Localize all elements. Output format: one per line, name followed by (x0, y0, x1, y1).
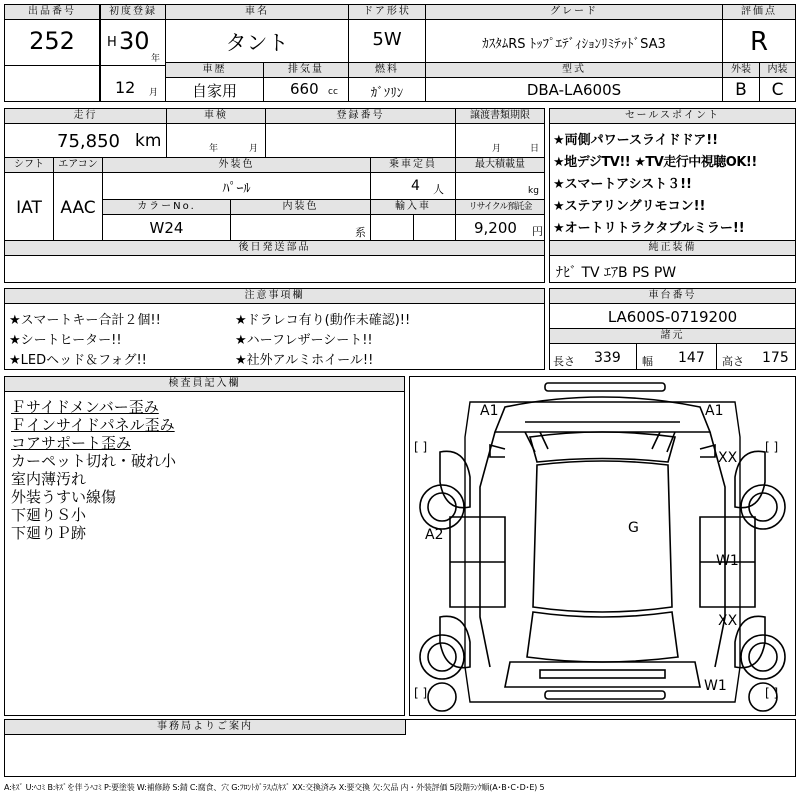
shift-label: シフト (5, 158, 53, 173)
recycle: 9,200 (474, 219, 517, 237)
mileage-unit: km (135, 131, 162, 151)
interior-color-unit: 系 (355, 226, 366, 239)
colorno-box (102, 199, 231, 241)
office-label: 事務局よりご案内 (5, 720, 406, 735)
interior-grade: C (771, 80, 784, 100)
sales-point: ★スマートアシスト３!! (553, 177, 692, 192)
office-box (4, 719, 796, 777)
registration-label: 初度登録 (101, 5, 165, 20)
sales-point: ★オートリトラクタブルミラー!! (553, 221, 745, 236)
sales-point: ★地デジTV!! ★TV走行中視聴OK!! (553, 155, 757, 170)
equipment-label: 純正装備 (550, 241, 795, 256)
door-type: 5W (372, 29, 402, 50)
inspector-box (4, 376, 405, 716)
fuel: ｶﾞｿﾘﾝ (370, 86, 404, 101)
door-box (348, 4, 426, 63)
notes-box (4, 288, 545, 370)
shift-box (4, 157, 54, 241)
interior-grade-box (759, 62, 796, 102)
chassis-box (549, 288, 796, 329)
displacement: 660 (290, 80, 319, 98)
history-label: 車歴 (166, 63, 263, 78)
color-box (102, 157, 371, 200)
year-unit: 年 (151, 54, 161, 64)
ac-label: エアコン (54, 158, 102, 173)
inspector-line: Ｆインサイドパネル歪み (11, 416, 175, 434)
colorno-label: カラーNo. (103, 200, 230, 215)
exterior-label: 外装 (723, 63, 759, 78)
inspector-line: 下廻りＳ小 (11, 506, 87, 524)
later-parts-box (4, 240, 545, 283)
dimensions-label: 諸元 (550, 329, 795, 344)
diagram-a1-right: A1 (705, 403, 724, 419)
length: 339 (594, 350, 621, 366)
regno-label: 登録番号 (266, 109, 455, 124)
era: H (107, 35, 117, 50)
note-item: ★ハーフレザーシート!! (235, 333, 373, 348)
diagram-w1-mid: W1 (716, 553, 739, 569)
inspection-label: 車検 (167, 109, 265, 124)
later-parts-label: 後日発送部品 (5, 241, 544, 256)
model: DBA-LA600S (526, 81, 622, 99)
displacement-label: 排気量 (264, 63, 348, 78)
dimensions-box (549, 328, 796, 370)
note-item: ★社外アルミホイール!! (235, 353, 374, 368)
history: 自家用 (191, 82, 237, 100)
registration-year: 30 (119, 27, 150, 55)
note-item: ★LEDヘッド＆フォグ!! (9, 353, 147, 368)
colorno: W24 (149, 219, 184, 237)
transfer-box (455, 108, 545, 158)
legend: A:ｷｽﾞ U:ﾍｺﾐ B:ｷｽﾞを伴うﾍｺﾐ P:要塗装 W:補修跡 S:錆 C:腐食、穴 G:ﾌﾛﾝﾄｶﾞﾗｽ点ｷｽﾞ XX:交換済み X:要交換 欠:欠品 内・外装評価 5段階ﾗﾝｸ順(A･B･C･D･E) 5 (4, 783, 545, 792)
recycle-unit: 円 (532, 225, 543, 238)
transfer-month-unit: 月 (492, 144, 502, 154)
displacement-box (263, 62, 349, 102)
displacement-unit: cc (328, 87, 338, 97)
inspection-year-unit: 年 (209, 144, 219, 154)
diagram-bracket: [ ] (765, 440, 779, 454)
inspector-label: 検査員記入欄 (5, 377, 404, 392)
model-box (425, 62, 723, 102)
inspector-line: Ｆサイドメンバー歪み (11, 398, 159, 416)
door-label: ドア形状 (349, 5, 425, 20)
interior-color-label: 内装色 (231, 200, 370, 215)
capacity-label: 乗車定員 (371, 158, 455, 173)
diagram-bracket: [ ] (414, 686, 428, 700)
grade-box (425, 4, 723, 63)
car-name-label: 車名 (166, 5, 348, 20)
lot-label: 出品番号 (5, 5, 99, 20)
score-box (722, 4, 796, 63)
sales-points-label: セールスポイント (550, 109, 795, 124)
model-label: 型式 (426, 63, 722, 78)
import-label: 輸入車 (371, 200, 455, 215)
car-diagram-box (409, 376, 796, 716)
ac-box (53, 157, 103, 241)
chassis-number: LA600S-0719200 (607, 308, 738, 326)
color: ﾊﾟｰﾙ (222, 181, 251, 197)
registration-box (100, 4, 166, 102)
transfer-day-unit: 日 (530, 144, 540, 154)
chassis-label: 車台番号 (550, 289, 795, 304)
recycle-box (455, 199, 545, 241)
recycle-label: リサイクル預託金 (456, 200, 544, 215)
mileage-box (4, 108, 167, 158)
score: R (749, 27, 769, 57)
lot-box (4, 4, 100, 102)
score-label: 評価点 (723, 5, 795, 20)
car-name-box (165, 4, 349, 63)
sales-points-box (549, 108, 796, 241)
lot-number: 252 (29, 27, 75, 55)
car-name: タント (225, 31, 289, 55)
note-item: ★シートヒーター!! (9, 333, 122, 348)
ac: AAC (60, 198, 96, 218)
diagram-bracket: [ ] (765, 686, 779, 700)
interior-label: 内装 (760, 63, 795, 78)
shift: IAT (16, 198, 42, 218)
regno-box (265, 108, 456, 158)
sales-point: ★両側パワースライドドア!! (553, 133, 719, 148)
inspector-line: カーペット切れ・破れ小 (11, 452, 177, 470)
fuel-box (348, 62, 426, 102)
color-label: 外装色 (103, 158, 370, 173)
exterior-grade-box (722, 62, 760, 102)
transfer-label: 譲渡書類期限 (456, 109, 544, 124)
registration-month: 12 (115, 78, 136, 97)
inspection-box (166, 108, 266, 158)
inspector-line: 下廻りＰ跡 (11, 524, 87, 542)
width-label: 幅 (642, 355, 653, 368)
diagram-bracket: [ ] (414, 440, 428, 454)
fuel-label: 燃料 (349, 63, 425, 78)
maxload-unit: kg (528, 186, 539, 196)
capacity: 4 (411, 178, 420, 194)
sales-point: ★ステアリングリモコン!! (553, 199, 706, 214)
mileage-label: 走行 (5, 109, 166, 124)
equipment-box (549, 240, 796, 283)
equipment: ﾅﾋﾞ TV ｴｱB PS PW (556, 265, 677, 281)
length-label: 長さ (553, 355, 575, 368)
notes-label: 注意事項欄 (5, 289, 544, 304)
interior-color-box (230, 199, 371, 241)
import-box (370, 199, 456, 241)
exterior-grade: B (735, 80, 747, 100)
diagram-a1-left: A1 (480, 403, 499, 419)
history-box (165, 62, 264, 102)
height-label: 高さ (722, 355, 744, 368)
diagram-w1-low: W1 (704, 678, 727, 694)
width: 147 (678, 350, 705, 366)
month-unit: 月 (149, 88, 159, 98)
maxload-box (455, 157, 545, 200)
inspection-month-unit: 月 (249, 144, 259, 154)
car-diagram (410, 377, 795, 715)
note-item: ★スマートキー合計２個!! (9, 313, 161, 328)
diagram-xx-top: XX (718, 450, 738, 466)
capacity-unit: 人 (433, 183, 444, 196)
grade: ｶｽﾀﾑRS ﾄｯﾌﾟｴﾃﾞｨｼｮﾝﾘﾐﾃｯﾄﾞSA3 (482, 37, 666, 52)
mileage: 75,850 (57, 131, 120, 152)
height: 175 (762, 350, 789, 366)
diagram-g: G (628, 520, 639, 536)
maxload-label: 最大積載量 (456, 158, 544, 173)
inspector-line: コアサポート歪み (11, 434, 132, 452)
grade-label: グレード (426, 5, 722, 20)
diagram-a2: A2 (425, 527, 444, 543)
diagram-xx-low: XX (718, 613, 738, 629)
inspector-line: 外装うすい線傷 (11, 488, 117, 506)
inspector-line: 室内薄汚れ (11, 470, 87, 488)
note-item: ★ドラレコ有り(動作未確認)!! (235, 313, 411, 328)
capacity-box (370, 157, 456, 200)
